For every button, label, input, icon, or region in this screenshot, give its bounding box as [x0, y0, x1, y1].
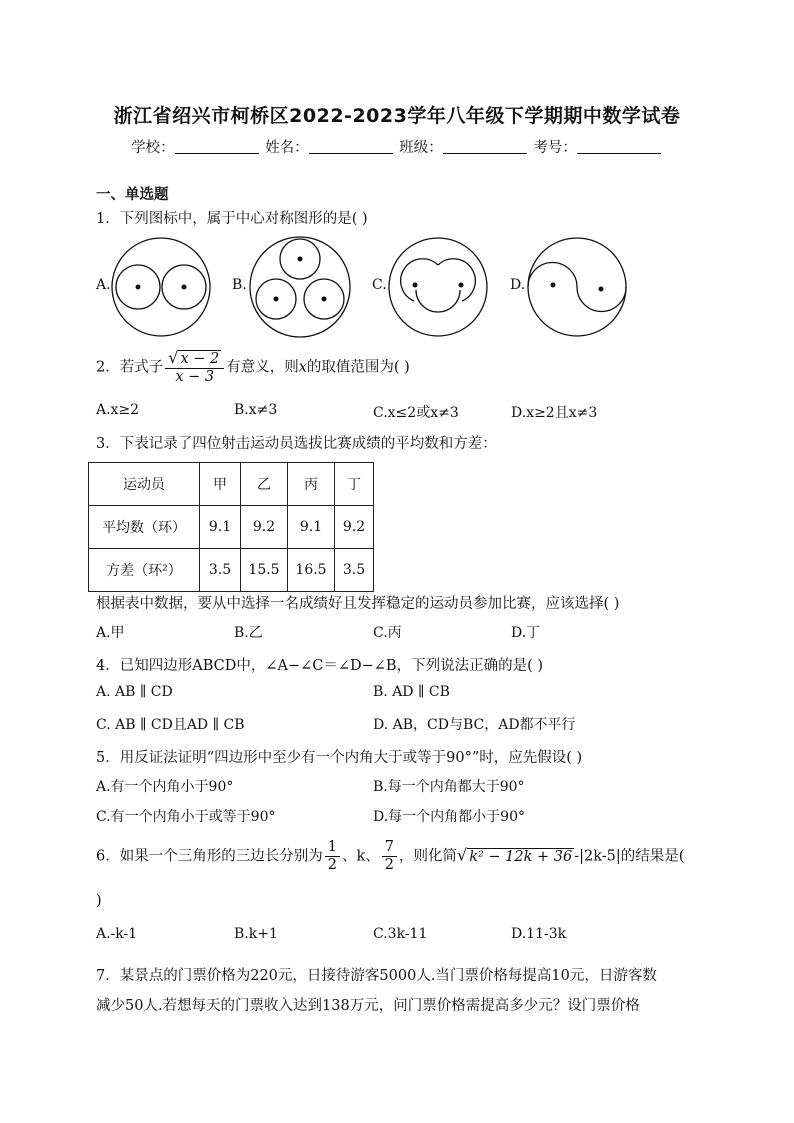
- q2-option-a[interactable]: A.x≥2: [96, 402, 140, 418]
- q3-option-a[interactable]: A.甲: [96, 625, 125, 641]
- name-label: 姓名：: [265, 140, 309, 156]
- q1-figure-a: [109, 235, 213, 339]
- table-header-cell: 甲: [200, 463, 241, 506]
- q2-option-d[interactable]: D.x≥2且x≠3: [511, 405, 598, 421]
- table-cell: 方差（环²）: [89, 549, 200, 592]
- question-7-line-2: 减少50人.若想每天的门票收入达到138万元，问门票价格需提高多少元？设门票价格: [96, 998, 640, 1014]
- question-6-continuation: ): [96, 893, 102, 909]
- table-cell: 15.5: [241, 549, 288, 592]
- table-header-cell: 丙: [288, 463, 335, 506]
- q2-option-c[interactable]: C.x≤2或x≠3: [373, 405, 459, 421]
- question-3-followup: 根据表中数据，要从中选择一名成绩好且发挥稳定的运动员参加比赛，应该选择( ): [96, 596, 620, 612]
- table-header-cell: 乙: [241, 463, 288, 506]
- q4-option-a[interactable]: A. AB ∥ CD: [96, 684, 173, 700]
- q6-option-c[interactable]: C.3k-11: [373, 926, 428, 942]
- table-cell: 16.5: [288, 549, 335, 592]
- q1-figure-b: [247, 234, 353, 340]
- table-header-cell: 丁: [335, 463, 374, 506]
- q1-figure-c: [386, 235, 490, 339]
- name-blank[interactable]: [309, 139, 393, 154]
- q3-option-b[interactable]: B.乙: [234, 625, 263, 641]
- q1-option-d-label: D.: [510, 277, 526, 293]
- q4-option-c[interactable]: C. AB ∥ CD且AD ∥ CB: [96, 717, 245, 733]
- table-cell: 平均数（环）: [89, 506, 200, 549]
- q6-option-d[interactable]: D.11-3k: [511, 926, 567, 942]
- question-7-line-1: 7．某景点的门票价格为220元，日接待游客5000人.当门票价格每提高10元，日游客数: [96, 968, 657, 984]
- question-4-text: 4．已知四边形ABCD中，∠A−∠C＝∠D−∠B，下列说法正确的是( ): [96, 658, 544, 674]
- number-blank[interactable]: [577, 139, 661, 154]
- table-header-row: [89, 463, 374, 506]
- q5-option-b[interactable]: B.每一个内角都大于90°: [373, 779, 525, 795]
- q3-option-c[interactable]: C.丙: [373, 625, 402, 641]
- table-cell: 9.2: [241, 506, 288, 549]
- question-3-text: 3．下表记录了四位射击运动员选拔比赛成绩的平均数和方差：: [96, 436, 497, 452]
- q4-option-d[interactable]: D. AB，CD与BC，AD都不平行: [373, 717, 576, 733]
- q1-figure-d: [525, 235, 629, 339]
- class-blank[interactable]: [443, 139, 527, 154]
- q1-option-a-label: A.: [96, 277, 111, 293]
- q1-option-b-label: B.: [232, 277, 247, 293]
- q6-radicand: k² − 12k + 36: [469, 848, 573, 865]
- page-title: 浙江省绍兴市柯桥区2022-2023学年八年级下学期期中数学试卷: [113, 105, 681, 127]
- q6-option-a[interactable]: A.-k-1: [96, 926, 138, 942]
- table-cell: 3.5: [200, 549, 241, 592]
- q6-fraction-2: $\frac{7}{2}$: [382, 839, 397, 874]
- q2-option-b[interactable]: B.x≠3: [234, 402, 278, 418]
- table-cell: 9.2: [335, 506, 374, 549]
- table-row: [89, 506, 374, 549]
- table-cell: 9.1: [200, 506, 241, 549]
- school-blank[interactable]: [175, 139, 259, 154]
- table-row: [89, 549, 374, 592]
- q5-option-d[interactable]: D.每一个内角都小于90°: [373, 809, 525, 825]
- score-table: [88, 462, 374, 592]
- table-cell: 9.1: [288, 506, 335, 549]
- student-info-line: [0, 136, 794, 157]
- q4-option-b[interactable]: B. AD ∥ CB: [373, 684, 450, 700]
- q3-option-d[interactable]: D.丁: [511, 625, 541, 641]
- section-heading: 一、单选题: [96, 187, 169, 203]
- q5-option-c[interactable]: C.有一个内角小于或等于90°: [96, 809, 276, 825]
- question-2-text: 2．若式子 $\frac{√ x - 2}{x - 3}$ 有意义，则x的取值范围为( ): [96, 348, 410, 385]
- table-cell: 3.5: [335, 549, 374, 592]
- q6-fraction-1: $\frac{1}{2}$: [325, 839, 340, 874]
- number-label: 考号：: [533, 140, 577, 156]
- table-header-cell: 运动员: [89, 463, 200, 506]
- q6-option-b[interactable]: B.k+1: [234, 926, 278, 942]
- q5-option-a[interactable]: A.有一个内角小于90°: [96, 779, 234, 795]
- q1-option-c-label: C.: [372, 277, 387, 293]
- class-label: 班级：: [399, 140, 443, 156]
- q2-fraction: $\frac{√ x - 2}{x - 3}$: [165, 349, 224, 386]
- question-5-text: 5．用反证法证明“四边形中至少有一个内角大于或等于90°”时，应先假设( ): [96, 750, 583, 766]
- question-1-text: 1．下列图标中，属于中心对称图形的是( ): [96, 211, 368, 227]
- question-6-text: 6．如果一个三角形的三边长分别为 $\frac{1}{2}$ 、k、 $\frac{7}{2}$ ，则化简√ k² − 12k + 36 -|2k-5|的结果是(: [96, 839, 685, 873]
- school-label: 学校：: [131, 140, 175, 156]
